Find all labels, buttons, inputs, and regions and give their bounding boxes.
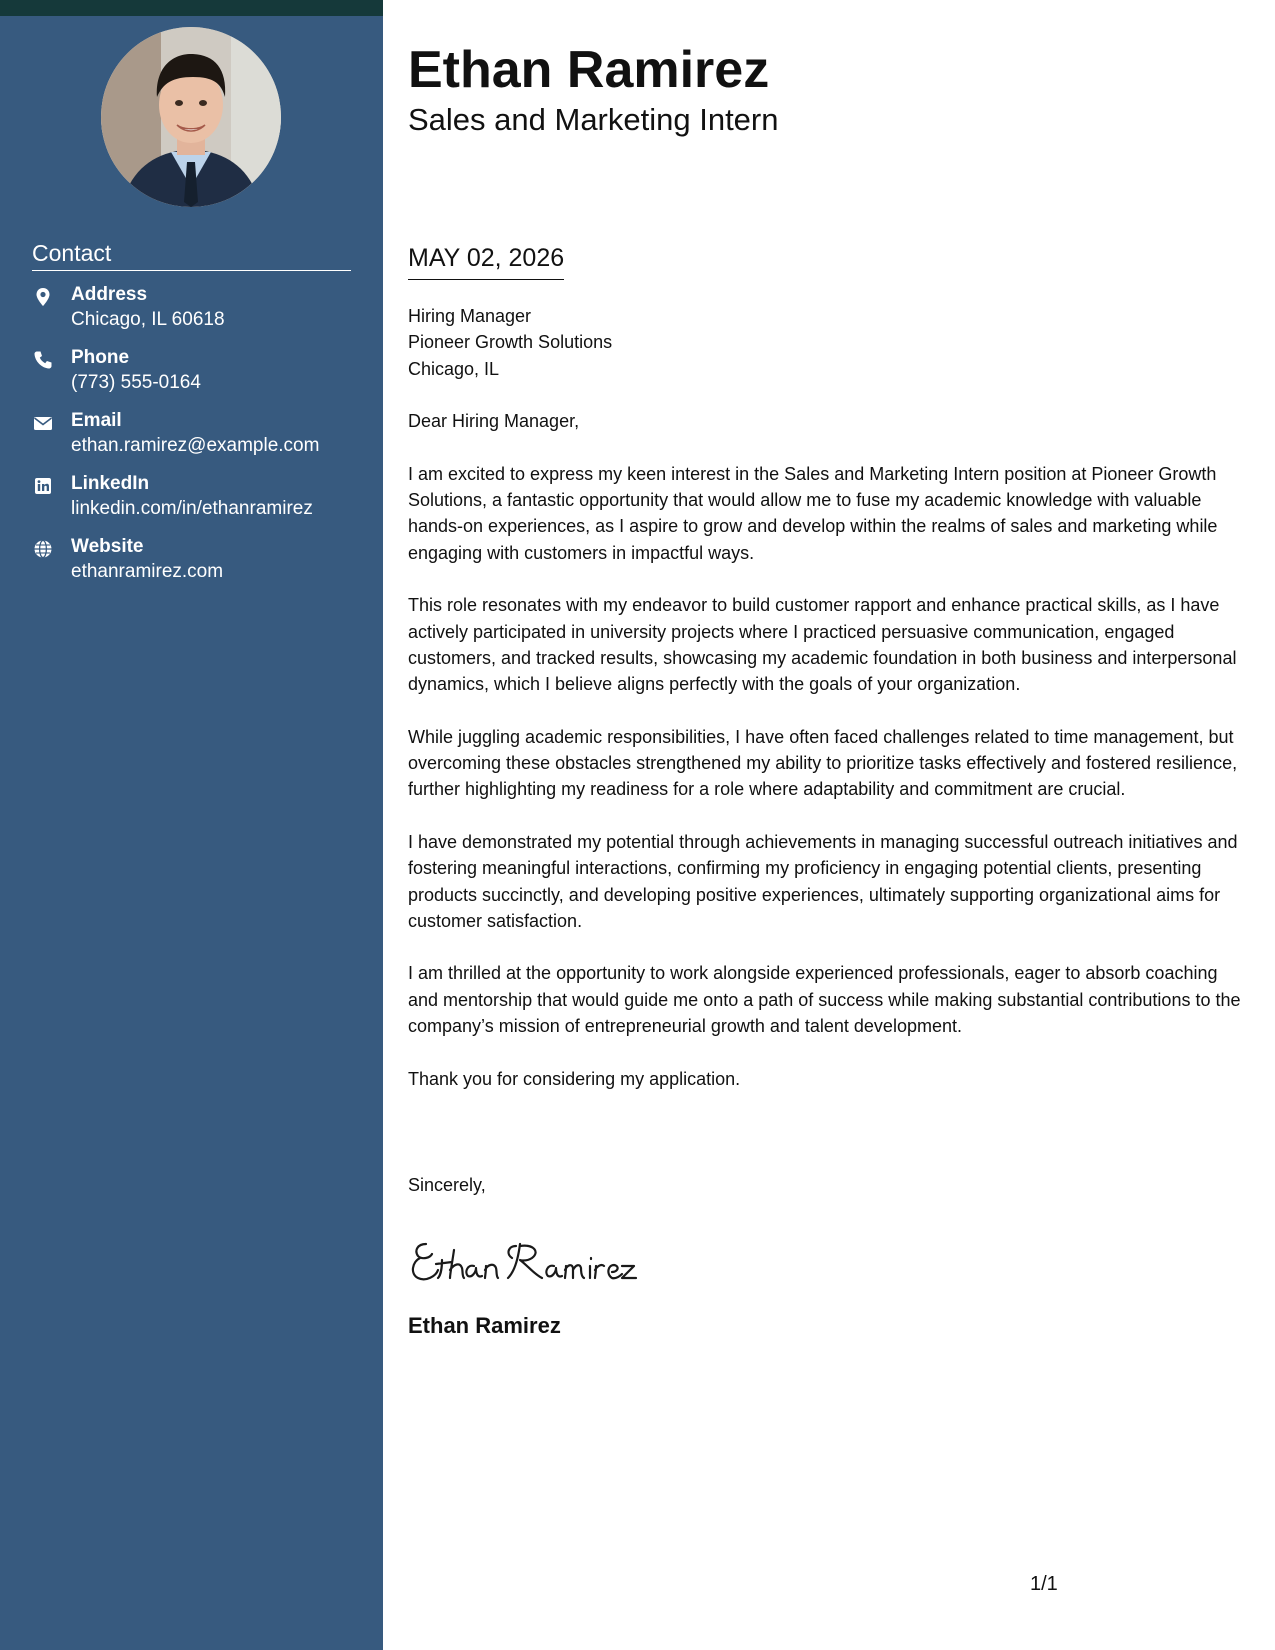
address-value: Chicago, IL 60618 bbox=[71, 309, 225, 330]
letter-body bbox=[408, 303, 1248, 1118]
body-paragraph: I have demonstrated my potential through achievements in managing successful outreach initiatives and fostering meaningful interactions, confirming my proficiency in engaging potential clients, presenting products succinctly, and developing positive experiences, ultimately supporting organizational aims for customer satisfaction. bbox=[408, 831, 1238, 931]
body-paragraph: This role resonates with my endeavor to build customer rapport and enhance practical skills, as I have actively participated in university projects where I practiced persuasive communication, engaged customers, and tracked results, showcasing my academic foundation in both business and interpersonal dynamics, which I believe aligns perfectly with the goals of your organization. bbox=[408, 595, 1237, 695]
letter-date: MAY 02, 2026 bbox=[408, 244, 564, 280]
avatar bbox=[101, 27, 281, 207]
recipient-line: Pioneer Growth Solutions bbox=[408, 332, 613, 353]
website-value[interactable]: ethanramirez.com bbox=[71, 561, 224, 582]
contact-item-address bbox=[32, 284, 362, 347]
salutation: Dear Hiring Manager, bbox=[408, 411, 580, 432]
email-value[interactable]: ethan.ramirez@example.com bbox=[71, 435, 320, 456]
contact-item-phone bbox=[32, 347, 362, 410]
contact-heading: Contact bbox=[32, 240, 351, 271]
portrait-photo bbox=[101, 27, 281, 207]
phone-value[interactable]: (773) 555-0164 bbox=[71, 372, 201, 393]
body-paragraph: I am thrilled at the opportunity to work alongside experienced professionals, eager to absorb coaching and mentorship that would guide me onto a path of success while making substantial contributions to the company’s mission of entrepreneurial growth and talent development. bbox=[408, 963, 1241, 1037]
contact-item-website bbox=[32, 536, 362, 599]
signature bbox=[408, 1230, 648, 1295]
signer-name: Ethan Ramirez bbox=[408, 1313, 561, 1338]
handwritten-signature bbox=[408, 1230, 648, 1290]
body-paragraph: Thank you for considering my application. bbox=[408, 1068, 741, 1089]
email-icon bbox=[32, 412, 54, 434]
contact-label: Address bbox=[71, 284, 148, 305]
recipient-line: Hiring Manager bbox=[408, 306, 532, 326]
contact-item-email bbox=[32, 410, 362, 473]
contact-label: Email bbox=[71, 410, 122, 431]
phone-icon bbox=[32, 349, 54, 371]
location-pin-icon bbox=[32, 286, 54, 308]
globe-icon bbox=[32, 538, 54, 560]
page-number: 1/1 bbox=[1030, 1573, 1058, 1595]
contact-list bbox=[32, 284, 362, 599]
recipient-line: Chicago, IL bbox=[408, 358, 500, 379]
contact-label: Phone bbox=[71, 347, 130, 368]
closing: Sincerely, bbox=[408, 1175, 486, 1195]
contact-label: Website bbox=[71, 536, 144, 557]
contact-label: LinkedIn bbox=[71, 473, 150, 494]
applicant-title: Sales and Marketing Intern bbox=[408, 102, 779, 137]
contact-item-linkedin bbox=[32, 473, 362, 536]
recipient-block bbox=[408, 303, 1248, 382]
linkedin-value[interactable]: linkedin.com/in/ethanramirez bbox=[71, 498, 313, 519]
body-paragraph: While juggling academic responsibilities, I have often faced challenges related to time management, but overcoming these obstacles strengthened my ability to prioritize tasks effectively and fostered resilience, further highlighting my readiness for a role where adaptability and commitment are crucial. bbox=[408, 726, 1238, 800]
linkedin-icon bbox=[32, 475, 54, 497]
body-paragraph: I am excited to express my keen interest in the Sales and Marketing Intern position at Pioneer Growth Solutions, a fantastic opportunity that would allow me to fuse my academic knowledge with valuable hands-on experiences, as I aspire to grow and develop within the realms of sales and marketing while engaging with customers in impactful ways. bbox=[408, 463, 1218, 563]
sidebar-top-bar bbox=[0, 0, 383, 16]
sidebar bbox=[0, 0, 383, 1650]
applicant-name: Ethan Ramirez bbox=[408, 41, 770, 99]
